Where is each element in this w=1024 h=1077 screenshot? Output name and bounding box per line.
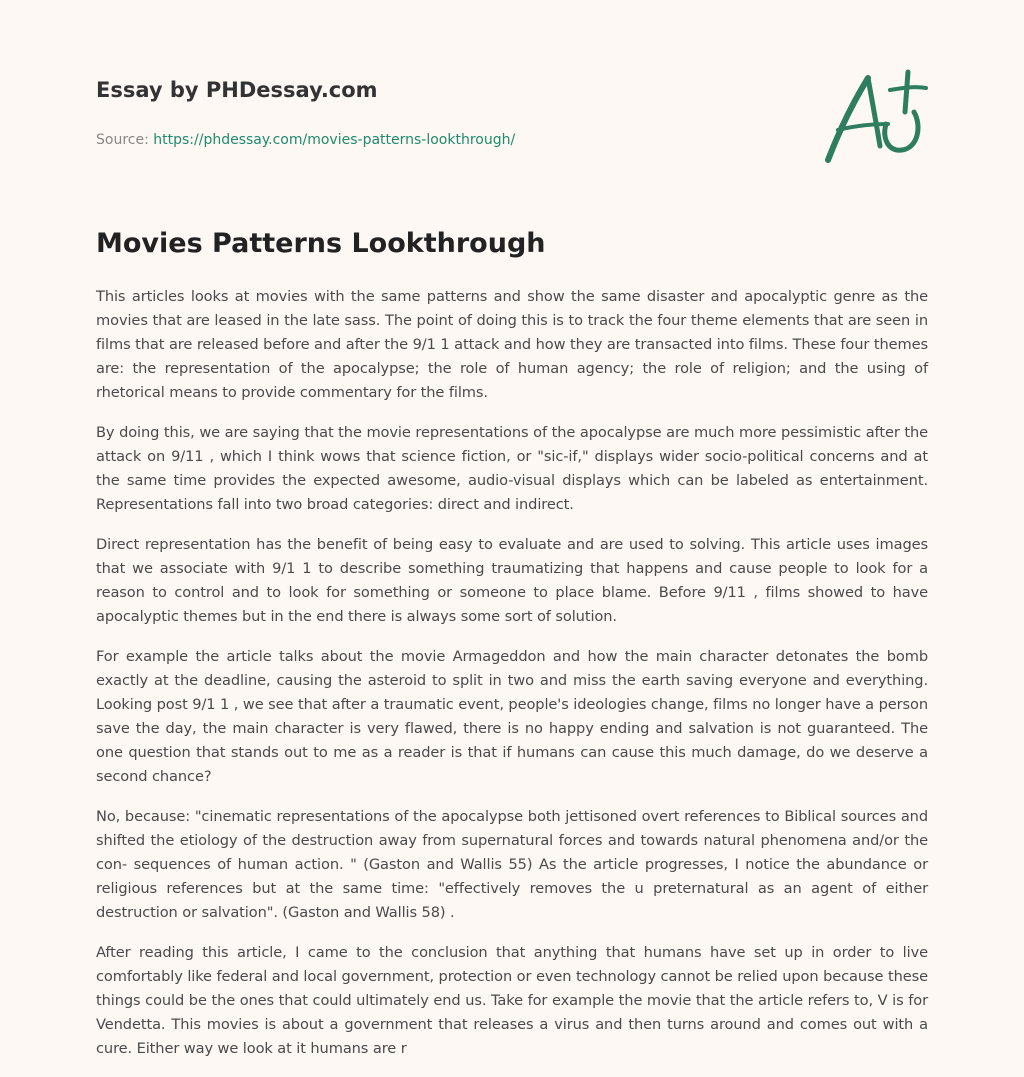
paragraph-3: Direct representation has the benefit of being easy to evaluate and are used to solving. This article uses images that we associate with 9/1 1 to describe something traumatizing that happens and cause people to look for a reason to control and to look for something or someone to place blame. Before 9/11 , films showed to have apocalyptic themes but in the end there is always some sort of solution. — [96, 536, 928, 625]
source-line — [96, 130, 696, 150]
article-title: Movies Patterns Lookthrough — [96, 228, 546, 259]
paragraph-5: No, because: "cinematic representations of the apocalypse both jettisoned overt references to Biblical sources and shifted the etiology of the destruction away from supernatural forces and towards natural phenomena and/or the con- sequences of human action. " (Gaston and Wallis 55) As the article progresses, I notice the abundance or religious references but at the same time: "effectively removes the u preternatural as an agent of either destruction or salvation". (Gaston and Wallis 58) . — [96, 808, 928, 921]
site-title: Essay by PHDessay.com — [96, 78, 378, 102]
paragraph-4: For example the article talks about the movie Armageddon and how the main character detonates the bomb exactly at the deadline, causing the asteroid to split in two and miss the earth saving everyone and everything. Looking post 9/1 1 , we see that after a traumatic event, people's ideologies change, films no longer have a person save the day, the main character is very flawed, there is no happy ending and salvation is not guaranteed. The one question that stands out to me as a reader is that if humans can cause this much damage, do we deserve a second chance? — [96, 648, 928, 785]
a-plus-logo-icon — [818, 64, 938, 168]
paragraph-2: By doing this, we are saying that the movie representations of the apocalypse are much more pessimistic after the attack on 9/11 , which I think wows that science fiction, or "sic-if," displays wider socio-political concerns and at the same time provides the expected awesome, audio-visual displays which can be labeled as entertainment. Representations fall into two broad categories: direct and indirect. — [96, 424, 928, 513]
paragraph-1: This articles looks at movies with the same patterns and show the same disaster and apocalyptic genre as the movies that are leased in the late sass. The point of doing this is to track the four theme elements that are seen in films that are released before and after the 9/1 1 attack and how they are transacted into films. These four themes are: the representation of the apocalypse; the role of human agency; the role of religion; and the using of rhetorical means to provide commentary for the films. — [96, 288, 928, 401]
source-link[interactable]: https://phdessay.com/movies-patterns-lookthrough/ — [153, 132, 516, 148]
paragraph-6: After reading this article, I came to the conclusion that anything that humans have set up in order to live comfortably like federal and local government, protection or even technology cannot be relied upon because these things could be the ones that could ultimately end us. Take for example the movie that the article refers to, V is for Vendetta. This movies is about a government that releases a virus and then turns around and comes out with a cure. Either way we look at it humans are r — [96, 944, 928, 1057]
source-label: Source: — [96, 132, 154, 148]
article-body — [96, 285, 928, 1077]
header — [96, 76, 696, 150]
